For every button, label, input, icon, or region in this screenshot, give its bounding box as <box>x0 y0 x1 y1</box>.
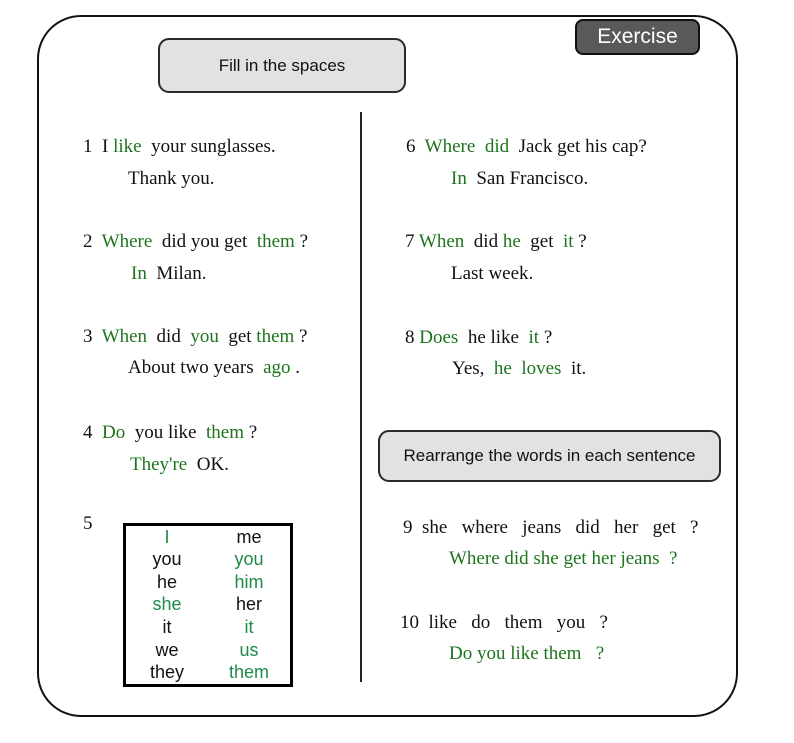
answer-word: like <box>113 136 142 157</box>
answer-word: them <box>256 326 295 347</box>
plain-text: 3 <box>83 326 102 347</box>
exercise-8-answer <box>452 359 586 379</box>
exercise-badge: Exercise <box>575 19 700 55</box>
plain-text: 2 <box>83 231 102 252</box>
exercise-9-question <box>403 518 698 538</box>
pronoun-object-cell: them <box>228 662 270 683</box>
exercise-7-answer <box>451 264 533 284</box>
column-divider <box>360 112 362 682</box>
pronoun-subject-cell: they <box>149 662 185 683</box>
answer-word: them <box>256 231 295 252</box>
section-title-fill: Fill in the spaces <box>158 38 406 93</box>
plain-text: 7 <box>405 231 419 252</box>
answer-word: In <box>451 168 467 189</box>
pronoun-row <box>126 549 290 571</box>
plain-text: 9 she where jeans did her get ? <box>403 517 699 538</box>
plain-text: 4 <box>83 422 102 443</box>
answer-word: it <box>528 327 540 348</box>
pronoun-object-cell: her <box>235 594 262 615</box>
exercise-4-answer <box>130 455 229 475</box>
answer-word: They're <box>130 454 188 475</box>
plain-text: 5 <box>83 513 93 534</box>
pronoun-subject-cell: he <box>156 571 178 592</box>
exercise-5-number <box>83 514 93 534</box>
answer-word: it <box>562 231 574 252</box>
plain-text: Milan. <box>146 263 207 284</box>
pronoun-table <box>123 523 293 687</box>
plain-text <box>475 136 485 157</box>
answer-word: he <box>493 358 512 379</box>
plain-text: 6 <box>406 136 425 157</box>
exercise-7-question <box>405 232 587 252</box>
plain-text: ? <box>294 326 308 347</box>
plain-text: 8 <box>405 327 420 348</box>
plain-text: Jack get his cap? <box>509 136 647 157</box>
answer-word: Where <box>424 136 476 157</box>
plain-text: you like <box>125 422 206 443</box>
pronoun-subject-cell: it <box>162 617 172 638</box>
exercise-3-question <box>83 327 307 347</box>
answer-word: you <box>190 326 219 347</box>
answer-word: loves <box>521 358 562 379</box>
answer-word: did <box>484 136 510 157</box>
pronoun-object-cell: me <box>236 526 262 547</box>
plain-text: About two years <box>128 357 264 378</box>
answer-word: Where did she get her jeans ? <box>449 548 678 569</box>
plain-text: OK. <box>187 454 229 475</box>
pronoun-row <box>126 639 290 661</box>
plain-text <box>512 358 522 379</box>
pronoun-object-cell: him <box>234 571 264 592</box>
answer-word: When <box>101 326 148 347</box>
exercise-8-question <box>405 328 552 348</box>
plain-text: ? <box>294 231 308 252</box>
exercise-10-answer <box>449 644 604 664</box>
plain-text: Last week. <box>451 263 534 284</box>
plain-text: he like <box>458 327 529 348</box>
pronoun-subject-cell: she <box>152 594 182 615</box>
pronoun-row <box>126 594 290 616</box>
plain-text: did <box>464 231 503 252</box>
section-title-rearrange: Rearrange the words in each sentence <box>378 430 721 482</box>
exercise-2-answer <box>131 264 206 284</box>
pronoun-object-cell: you <box>234 549 264 570</box>
plain-text: Thank you. <box>128 168 215 189</box>
exercise-6-answer <box>451 169 588 189</box>
answer-word: Do you like them ? <box>449 643 605 664</box>
exercise-3-answer <box>128 358 300 378</box>
pronoun-row <box>126 661 290 683</box>
plain-text: San Francisco. <box>466 168 589 189</box>
exercise-1-answer <box>128 169 215 189</box>
exercise-4-question <box>83 423 257 443</box>
plain-text: get <box>218 326 257 347</box>
answer-word: In <box>131 263 147 284</box>
pronoun-subject-cell: we <box>155 639 179 660</box>
answer-word: Do <box>102 422 126 443</box>
answer-word: he <box>502 231 521 252</box>
exercise-2-question <box>83 232 308 252</box>
pronoun-row <box>126 526 290 548</box>
exercise-1-question <box>83 137 276 157</box>
plain-text: did you get <box>152 231 257 252</box>
pronoun-object-cell: us <box>239 639 259 660</box>
answer-word: Does <box>419 327 459 348</box>
plain-text: it. <box>561 358 587 379</box>
plain-text: your sunglasses. <box>141 136 276 157</box>
pronoun-row <box>126 571 290 593</box>
plain-text: Yes, <box>452 358 494 379</box>
plain-text: ? <box>243 422 258 443</box>
answer-word: When <box>418 231 465 252</box>
exercise-6-question <box>406 137 647 157</box>
plain-text: get <box>520 231 563 252</box>
pronoun-row <box>126 616 290 638</box>
plain-text: 1 I <box>83 136 114 157</box>
plain-text: ? <box>539 327 553 348</box>
plain-text: did <box>147 326 191 347</box>
exercise-9-answer <box>449 549 677 569</box>
answer-word: ago <box>263 357 291 378</box>
exercise-10-question <box>400 613 608 633</box>
pronoun-object-cell: it <box>244 617 254 638</box>
answer-word: them <box>205 422 244 443</box>
plain-text: 10 like do them you ? <box>400 612 608 633</box>
plain-text: . <box>290 357 301 378</box>
pronoun-subject-cell: you <box>152 549 182 570</box>
answer-word: Where <box>101 231 153 252</box>
pronoun-subject-cell: I <box>164 526 170 547</box>
plain-text: ? <box>573 231 587 252</box>
